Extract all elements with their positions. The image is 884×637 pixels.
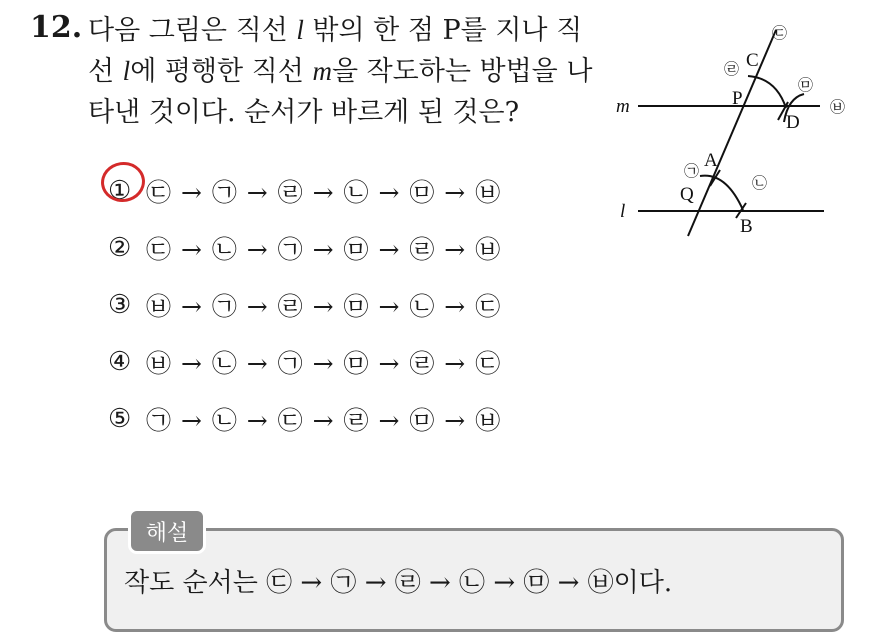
question-text-part: 밖의 한 점 P를 지나 직선 xyxy=(88,15,583,87)
step-label-1: ㉠ xyxy=(684,162,700,180)
option-sequence: ㉢ → ㉠ → ㉣ → ㉡ → ㉤ → ㉥ xyxy=(146,177,502,207)
construction-figure xyxy=(608,18,858,248)
label-D: D xyxy=(786,112,800,133)
option-number: ③ xyxy=(108,289,132,320)
solution-text: 작도 순서는 ㉢ → ㉠ → ㉣ → ㉡ → ㉤ → ㉥이다. xyxy=(124,568,673,598)
option-sequence: ㉠ → ㉡ → ㉢ → ㉣ → ㉤ → ㉥ xyxy=(146,405,502,435)
option-4[interactable] xyxy=(108,333,501,390)
variable-l: l xyxy=(122,56,131,86)
option-2[interactable] xyxy=(108,219,501,276)
label-m: m xyxy=(616,96,630,117)
option-5[interactable] xyxy=(108,390,501,447)
step-label-5: ㉤ xyxy=(798,76,814,94)
label-A: A xyxy=(704,150,718,171)
label-B: B xyxy=(740,216,753,237)
label-C: C xyxy=(746,50,759,71)
option-sequence: ㉥ → ㉡ → ㉠ → ㉤ → ㉣ → ㉢ xyxy=(146,348,502,378)
option-number: ④ xyxy=(108,346,132,377)
answer-options xyxy=(108,162,501,447)
option-sequence: ㉥ → ㉠ → ㉣ → ㉤ → ㉡ → ㉢ xyxy=(146,291,502,321)
step-label-4: ㉣ xyxy=(724,60,740,78)
option-3[interactable] xyxy=(108,276,501,333)
option-number: ② xyxy=(108,232,132,263)
option-number: ① xyxy=(108,175,132,206)
question-number: 12. xyxy=(30,10,83,45)
step-label-3: ㉢ xyxy=(772,24,788,42)
label-Q: Q xyxy=(680,184,694,205)
question-text xyxy=(88,10,608,133)
step-label-2: ㉡ xyxy=(752,174,768,192)
label-P: P xyxy=(732,88,743,109)
question-text-part: 에 평행한 직선 xyxy=(130,56,313,87)
solution-tag: 해설 xyxy=(128,508,206,554)
step-label-6: ㉥ xyxy=(830,98,846,116)
option-sequence: ㉢ → ㉡ → ㉠ → ㉤ → ㉣ → ㉥ xyxy=(146,234,502,264)
variable-m: m xyxy=(312,56,332,86)
variable-l: l xyxy=(296,15,304,45)
option-1[interactable] xyxy=(108,162,501,219)
question-text-part: 을 작도하는 방법을 나타낸 것이다. 순서가 바르게 된 것은? xyxy=(88,56,593,128)
option-number: ⑤ xyxy=(108,403,132,434)
label-l: l xyxy=(620,201,626,222)
question-text-part: 다음 그림은 직선 xyxy=(88,15,297,46)
